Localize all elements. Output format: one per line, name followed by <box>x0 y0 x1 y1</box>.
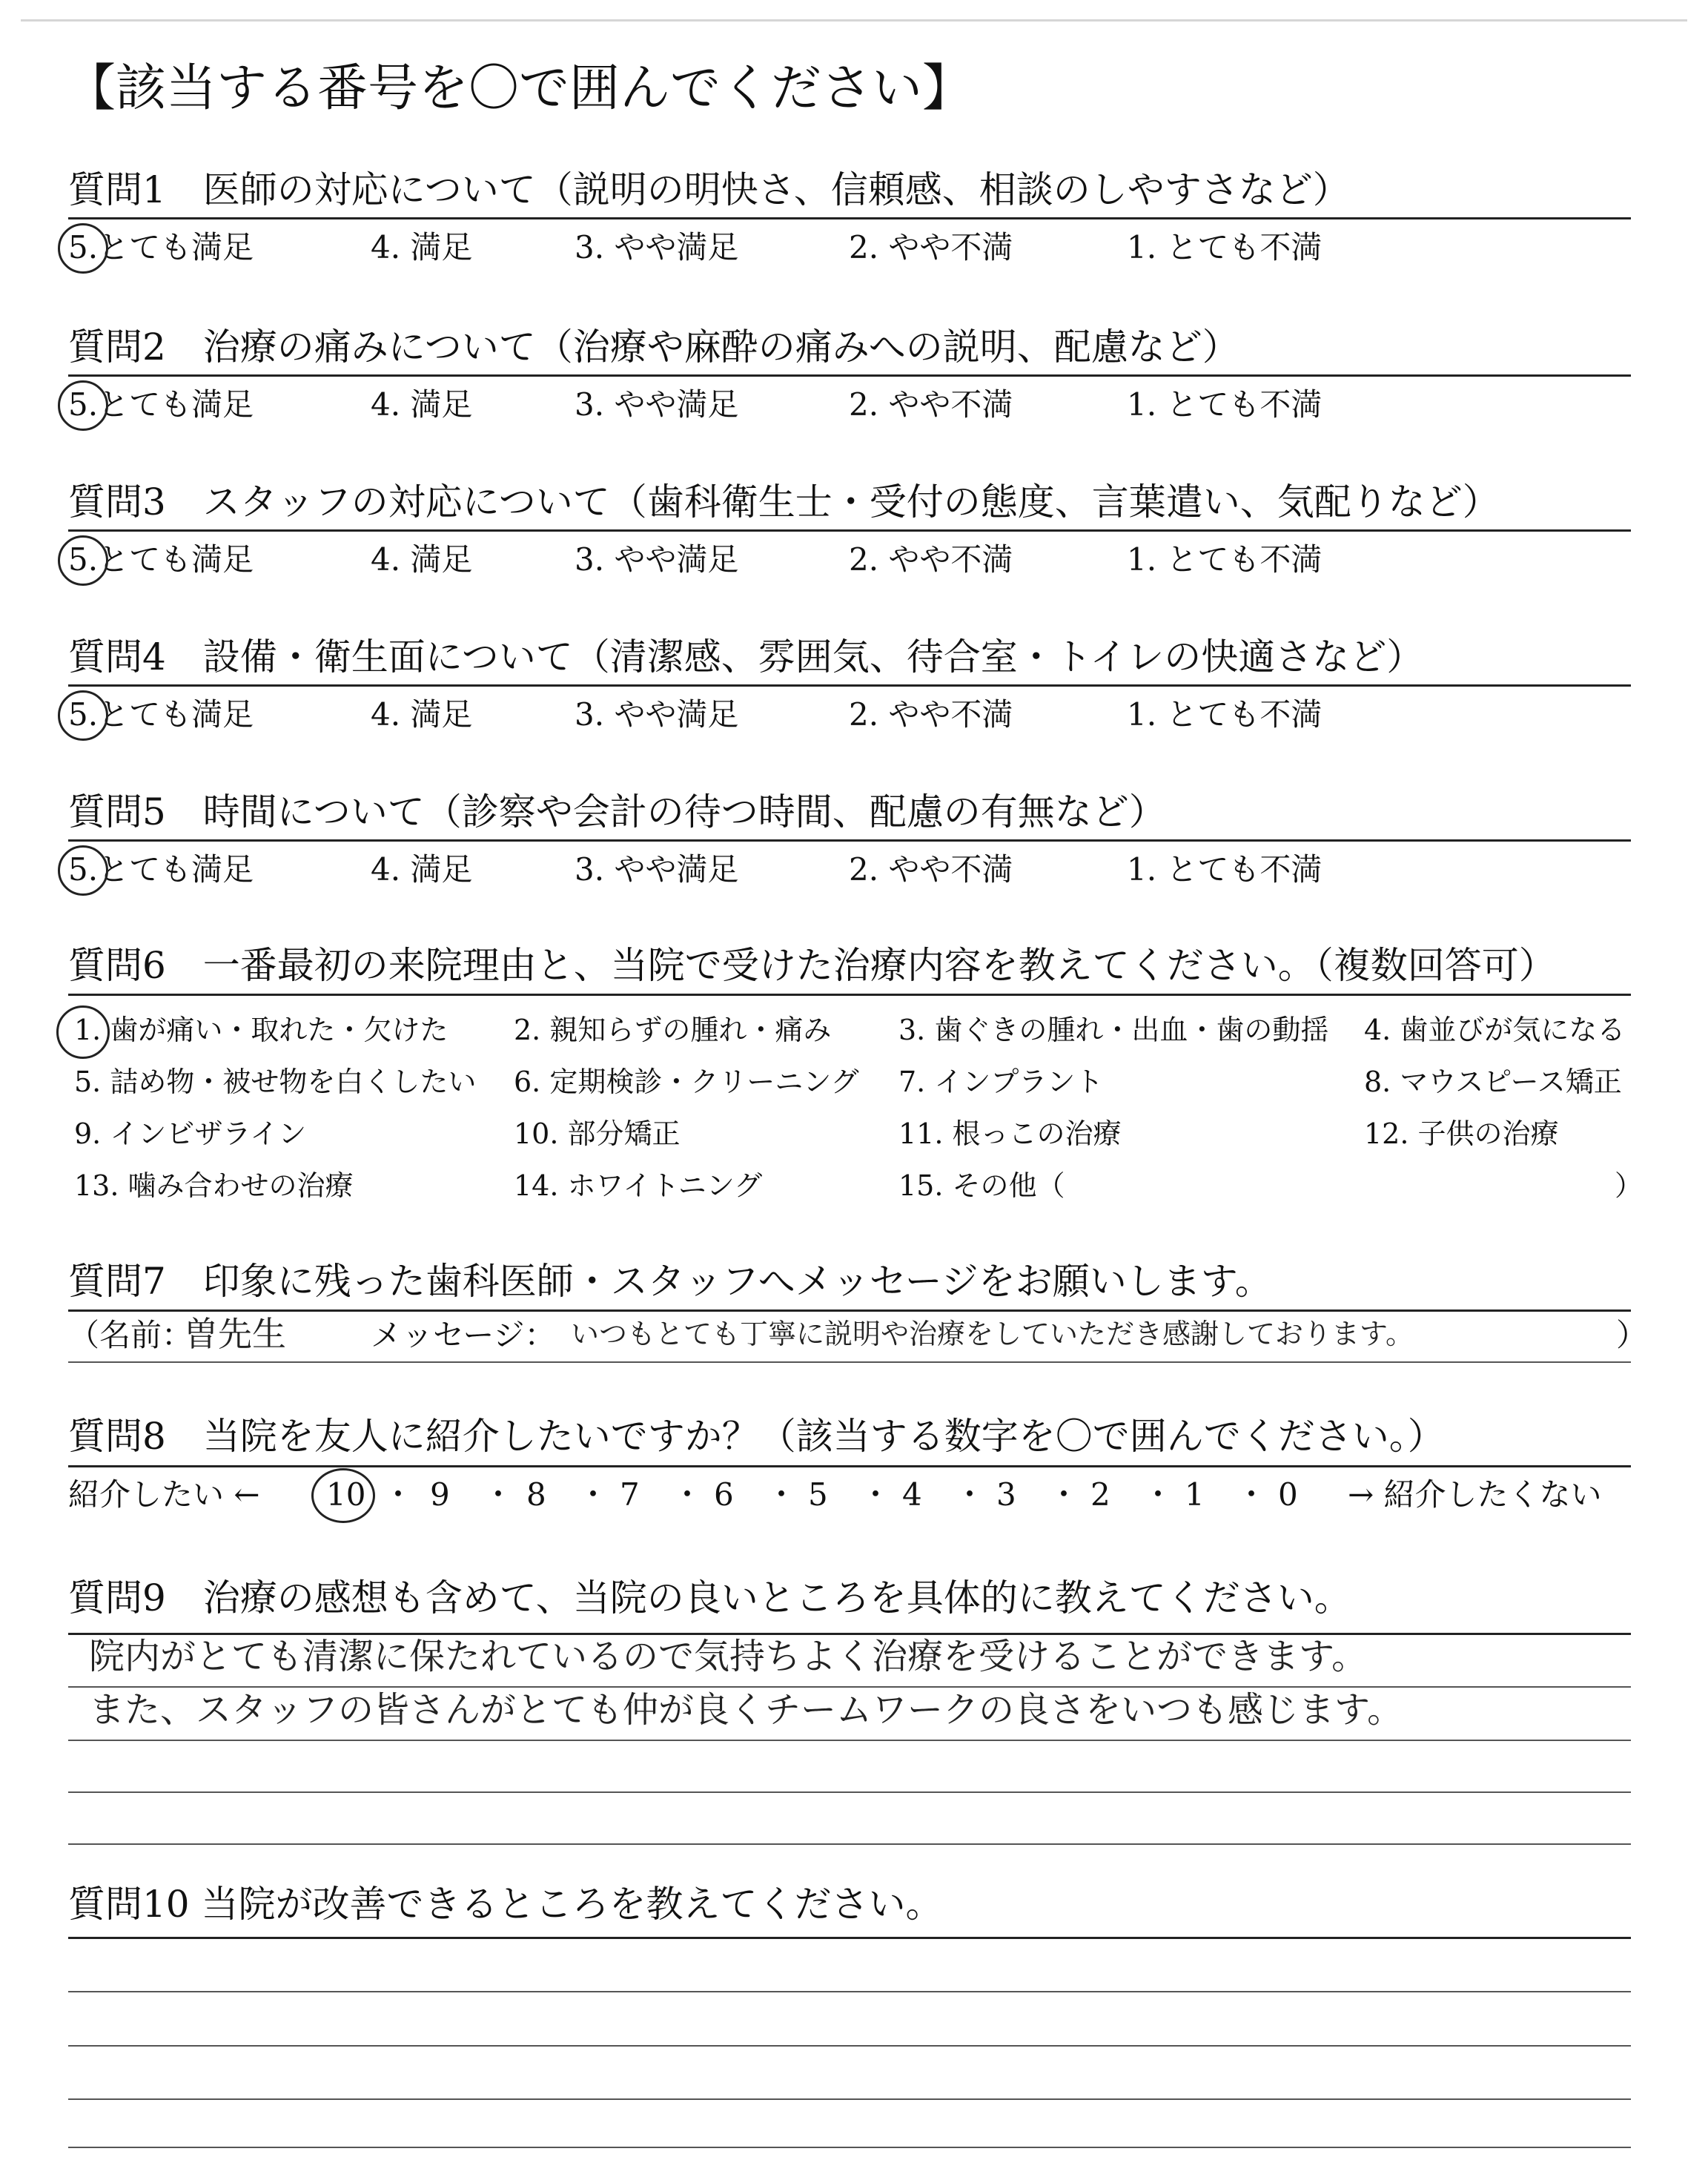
q8-number-5: 5 <box>808 1476 828 1513</box>
q2-rule <box>68 374 1631 377</box>
q10-rule <box>68 1937 1631 1939</box>
q10-answer-rule-3 <box>68 2098 1631 2100</box>
q5-option-5: 5.とても満足 <box>68 851 254 888</box>
q1-option-3: 3. やや満足 <box>575 229 739 265</box>
q10-answer-rule-1 <box>68 1991 1631 1992</box>
q7-rule <box>68 1309 1631 1312</box>
q5-label: 質問5 時間について（診察や会計の待つ時間、配慮の有無など） <box>68 790 1166 833</box>
q6-option-14: 14. ホワイトニング <box>514 1169 763 1202</box>
q8-number-4: 4 <box>902 1476 922 1513</box>
q1-option-2: 2. やや不満 <box>849 229 1013 265</box>
q6-option-11: 11. 根っこの治療 <box>898 1117 1122 1150</box>
q8-separator-dot: ・ <box>954 1476 986 1513</box>
q2-option-4: 4. 満足 <box>371 386 473 423</box>
q7-name-label: （名前： <box>68 1317 193 1353</box>
q8-number-8: 8 <box>526 1476 546 1513</box>
q2-option-1: 1. とても不満 <box>1127 386 1323 423</box>
q8-number-1: 1 <box>1185 1476 1205 1513</box>
q3-option-4: 4. 満足 <box>371 541 473 578</box>
q3-selected-circle <box>58 535 108 586</box>
q3-option-1: 1. とても不満 <box>1127 541 1323 578</box>
page-title: 【該当する番号を〇で囲んでください】 <box>65 59 973 118</box>
q1-selected-circle <box>58 223 108 274</box>
q3-option-5: 5.とても満足 <box>68 541 254 578</box>
q6-option-9: 9. インビザライン <box>74 1117 307 1150</box>
q8-number-10: 10 <box>326 1476 366 1513</box>
q4-option-5: 5.とても満足 <box>68 696 254 733</box>
q1-option-4: 4. 満足 <box>371 229 473 265</box>
q6-option-4: 4. 歯並びが気になる <box>1364 1014 1626 1046</box>
q8-separator-dot: ・ <box>577 1476 609 1513</box>
q9-answer-rule-2 <box>68 1740 1631 1741</box>
q6-option-15: 15. その他（ <box>898 1169 1065 1202</box>
q6-option-8: 8. マウスピース矯正 <box>1364 1066 1622 1098</box>
q6-option-13: 13. 噛み合わせの治療 <box>74 1169 354 1202</box>
q6-label: 質問6 一番最初の来院理由と、当院で受けた治療内容を教えてください。（複数回答可） <box>68 944 1556 987</box>
q9-rule <box>68 1633 1631 1635</box>
q8-separator-dot: ・ <box>383 1476 414 1513</box>
q9-answer-rule-4 <box>68 1843 1631 1845</box>
q8-number-3: 3 <box>996 1476 1016 1513</box>
q6-option-3: 3. 歯ぐきの腫れ・出血・歯の動揺 <box>898 1014 1329 1046</box>
q4-option-3: 3. やや満足 <box>575 696 739 733</box>
q6-option-16: ） <box>1615 1169 1644 1202</box>
q4-option-1: 1. とても不満 <box>1127 696 1323 733</box>
q8-number-0: 0 <box>1278 1476 1298 1513</box>
q8-separator-dot: ・ <box>672 1476 704 1513</box>
q9-answer-rule-1 <box>68 1686 1631 1688</box>
q8-right-label: → 紹介したくない <box>1348 1476 1602 1513</box>
q8-rule <box>68 1465 1631 1467</box>
q2-option-5: 5.とても満足 <box>68 386 254 423</box>
q4-selected-circle <box>58 690 108 741</box>
q6-option-5: 5. 詰め物・被せ物を白くしたい <box>74 1066 477 1098</box>
q8-selected-circle <box>311 1468 375 1523</box>
q8-number-2: 2 <box>1090 1476 1110 1513</box>
page-top-border <box>21 19 1687 22</box>
q7-close-paren: ） <box>1616 1317 1648 1353</box>
q6-selected-circle <box>56 1005 110 1059</box>
q10-answer-rule-2 <box>68 2045 1631 2047</box>
q5-rule <box>68 839 1631 842</box>
q3-option-3: 3. やや満足 <box>575 541 739 578</box>
q3-rule <box>68 529 1631 532</box>
q1-option-1: 1. とても不満 <box>1127 229 1323 265</box>
q8-separator-dot: ・ <box>1048 1476 1080 1513</box>
q8-separator-dot: ・ <box>1236 1476 1268 1513</box>
q6-option-10: 10. 部分矯正 <box>514 1117 681 1150</box>
q4-option-2: 2. やや不満 <box>849 696 1013 733</box>
q8-separator-dot: ・ <box>483 1476 514 1513</box>
q8-separator-dot: ・ <box>1142 1476 1174 1513</box>
q2-option-3: 3. やや満足 <box>575 386 739 423</box>
q7-message-value: いつもとても丁寧に説明や治療をしていただき感謝しております。 <box>571 1318 1414 1350</box>
q6-option-1: 1. 歯が痛い・取れた・欠けた <box>74 1014 448 1046</box>
q8-number-6: 6 <box>714 1476 734 1513</box>
q2-selected-circle <box>58 380 108 431</box>
q2-option-2: 2. やや不満 <box>849 386 1013 423</box>
q9-answer-line-2: また、スタッフの皆さんがとても仲が良くチームワークの良さをいつも感じます。 <box>89 1689 1403 1731</box>
q4-option-4: 4. 満足 <box>371 696 473 733</box>
q8-number-7: 7 <box>620 1476 640 1513</box>
q5-option-2: 2. やや不満 <box>849 851 1013 888</box>
q5-selected-circle <box>58 845 108 896</box>
q9-label: 質問9 治療の感想も含めて、当院の良いところを具体的に教えてください。 <box>68 1576 1351 1619</box>
q5-option-4: 4. 満足 <box>371 851 473 888</box>
q4-rule <box>68 684 1631 687</box>
q6-rule <box>68 994 1631 996</box>
q1-label: 質問1 医師の対応について（説明の明快さ、信頼感、相談のしやすさなど） <box>68 168 1350 211</box>
q4-label: 質問4 設備・衛生面について（清潔感、雰囲気、待合室・トイレの快適さなど） <box>68 635 1424 678</box>
q5-option-1: 1. とても不満 <box>1127 851 1323 888</box>
q7-name-value: 曽先生 <box>184 1314 286 1354</box>
q7-message-label: メッセージ： <box>371 1317 556 1353</box>
q10-label: 質問10 当院が改善できるところを教えてください。 <box>68 1883 943 1926</box>
q5-option-3: 3. やや満足 <box>575 851 739 888</box>
q1-rule <box>68 217 1631 219</box>
q10-answer-rule-4 <box>68 2147 1631 2148</box>
q7-answer-rule <box>68 1361 1631 1363</box>
q6-option-2: 2. 親知らずの腫れ・痛み <box>514 1014 832 1046</box>
q6-option-12: 12. 子供の治療 <box>1364 1117 1559 1150</box>
q8-label: 質問8 当院を友人に紹介したいですか？（該当する数字を〇で囲んでください。） <box>68 1415 1445 1458</box>
q9-answer-rule-3 <box>68 1791 1631 1793</box>
q8-left-label: 紹介したい ← <box>68 1476 260 1513</box>
q8-number-9: 9 <box>430 1476 450 1513</box>
q3-label: 質問3 スタッフの対応について（歯科衛生士・受付の態度、言葉遣い、気配りなど） <box>68 480 1500 524</box>
q1-option-5: 5.とても満足 <box>68 229 254 265</box>
q7-label: 質問7 印象に残った歯科医師・スタッフへメッセージをお願いします。 <box>68 1260 1272 1303</box>
q2-label: 質問2 治療の痛みについて（治療や麻酔の痛みへの説明、配慮など） <box>68 326 1239 369</box>
q9-answer-line-1: 院内がとても清潔に保たれているので気持ちよく治療を受けることができます。 <box>89 1636 1368 1677</box>
q6-option-7: 7. インプラント <box>898 1066 1104 1098</box>
q3-option-2: 2. やや不満 <box>849 541 1013 578</box>
q6-option-6: 6. 定期検診・クリーニング <box>514 1066 859 1098</box>
q8-separator-dot: ・ <box>766 1476 798 1513</box>
q8-separator-dot: ・ <box>860 1476 892 1513</box>
